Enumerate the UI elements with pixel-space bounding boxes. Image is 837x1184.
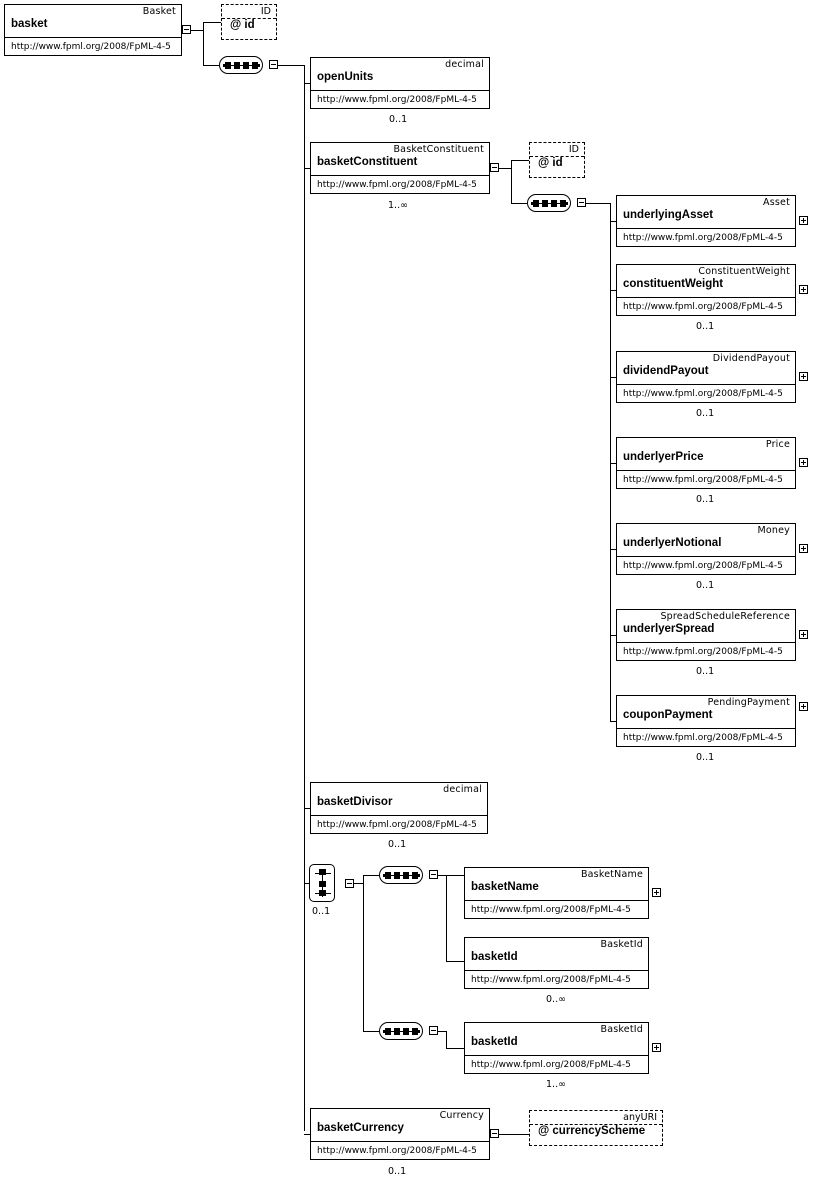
- element-dividendPayout-namespace: http://www.fpml.org/2008/FpML-4-5: [623, 389, 783, 399]
- connector: [363, 875, 379, 876]
- element-basketId-b-name: basketId: [471, 1036, 518, 1048]
- underlyerSpread-expand-toggle[interactable]: [799, 630, 808, 639]
- element-basketCurrency-name: basketCurrency: [317, 1122, 404, 1134]
- element-underlyerSpread[interactable]: [616, 609, 796, 661]
- element-underlyerNotional-namespace: http://www.fpml.org/2008/FpML-4-5: [623, 561, 783, 571]
- element-basketDivisor-namespace: http://www.fpml.org/2008/FpML-4-5: [317, 820, 477, 830]
- element-dividendPayout[interactable]: [616, 351, 796, 403]
- connector: [203, 65, 219, 66]
- connector: [586, 203, 610, 204]
- connector: [304, 65, 305, 1131]
- element-underlyerPrice[interactable]: [616, 437, 796, 489]
- connector: [438, 1031, 446, 1032]
- element-basketConstituent-namespace: http://www.fpml.org/2008/FpML-4-5: [317, 180, 477, 190]
- connector: [363, 1031, 379, 1032]
- attribute-currencyScheme[interactable]: [529, 1110, 663, 1146]
- basket-collapse-toggle[interactable]: [182, 25, 191, 34]
- element-basketConstituent-type: BasketConstituent: [393, 144, 484, 155]
- element-dividendPayout-name: dividendPayout: [623, 365, 709, 377]
- cardinality-underlyerNotional: 0..1: [696, 580, 715, 591]
- element-underlyerNotional-name: underlyerNotional: [623, 537, 722, 549]
- element-openUnits[interactable]: [310, 57, 490, 109]
- connector: [610, 203, 611, 721]
- element-basketDivisor-name: basketDivisor: [317, 796, 393, 808]
- constituentWeight-expand-toggle[interactable]: [799, 285, 808, 294]
- attribute-basket-id-name: @ id: [230, 19, 255, 31]
- cardinality-dividendPayout: 0..1: [696, 408, 715, 419]
- cardinality-couponPayment: 0..1: [696, 752, 715, 763]
- connector: [446, 875, 464, 876]
- element-basketName-namespace: http://www.fpml.org/2008/FpML-4-5: [471, 905, 631, 915]
- element-basketCurrency-namespace: http://www.fpml.org/2008/FpML-4-5: [317, 1146, 477, 1156]
- connector: [354, 883, 363, 884]
- sequence-basketConstituent-collapse-toggle[interactable]: [577, 198, 586, 207]
- sequence-root-collapse-toggle[interactable]: [269, 60, 278, 69]
- element-openUnits-namespace: http://www.fpml.org/2008/FpML-4-5: [317, 95, 477, 105]
- choice-compositor[interactable]: [309, 864, 335, 902]
- element-basketName-name: basketName: [471, 881, 539, 893]
- element-underlyerPrice-namespace: http://www.fpml.org/2008/FpML-4-5: [623, 475, 783, 485]
- cardinality-underlyerPrice: 0..1: [696, 494, 715, 505]
- element-basketId-a-name: basketId: [471, 951, 518, 963]
- connector: [191, 30, 203, 31]
- sequence-compositor-basketname[interactable]: [379, 866, 423, 884]
- element-dividendPayout-type: DividendPayout: [712, 353, 790, 364]
- cardinality-basketConstituent: 1..∞: [388, 200, 408, 211]
- connector: [499, 1134, 529, 1135]
- connector: [363, 875, 364, 1032]
- cardinality-constituentWeight: 0..1: [696, 321, 715, 332]
- element-constituentWeight-name: constituentWeight: [623, 278, 724, 290]
- attribute-basket-id[interactable]: [221, 4, 277, 40]
- element-basketConstituent-name: basketConstituent: [317, 156, 418, 168]
- element-underlyerNotional-type: Money: [757, 525, 790, 536]
- connector: [203, 22, 204, 66]
- element-constituentWeight-namespace: http://www.fpml.org/2008/FpML-4-5: [623, 302, 783, 312]
- element-basket-namespace: http://www.fpml.org/2008/FpML-4-5: [11, 42, 171, 52]
- element-basketId-a[interactable]: [464, 937, 649, 989]
- element-basket-type: Basket: [142, 6, 176, 17]
- cardinality-choice: 0..1: [312, 906, 331, 917]
- element-underlyerSpread-name: underlyerSpread: [623, 623, 715, 635]
- element-constituentWeight[interactable]: [616, 264, 796, 316]
- element-basketId-a-namespace: http://www.fpml.org/2008/FpML-4-5: [471, 975, 631, 985]
- attribute-basketConstituent-id-name: @ id: [538, 157, 563, 169]
- element-underlyerNotional[interactable]: [616, 523, 796, 575]
- underlyerPrice-expand-toggle[interactable]: [799, 458, 808, 467]
- element-basketCurrency[interactable]: [310, 1108, 490, 1160]
- connector: [511, 160, 512, 204]
- attribute-basketConstituent-id[interactable]: [529, 142, 585, 178]
- element-basketDivisor[interactable]: [310, 782, 488, 834]
- basketCurrency-collapse-toggle[interactable]: [490, 1129, 499, 1138]
- element-couponPayment-type: PendingPayment: [707, 697, 790, 708]
- connector: [203, 22, 221, 23]
- basketId-b-expand-toggle[interactable]: [652, 1043, 661, 1052]
- cardinality-basketCurrency: 0..1: [388, 1166, 407, 1177]
- attribute-currencyScheme-name: @ currencyScheme: [538, 1125, 646, 1137]
- dividendPayout-expand-toggle[interactable]: [799, 372, 808, 381]
- element-underlyingAsset-name: underlyingAsset: [623, 209, 714, 221]
- basketName-expand-toggle[interactable]: [652, 888, 661, 897]
- connector: [499, 168, 511, 169]
- element-basketName-type: BasketName: [580, 869, 643, 880]
- sequence-basketid-collapse-toggle[interactable]: [429, 1026, 438, 1035]
- underlyingAsset-expand-toggle[interactable]: [799, 216, 808, 225]
- connector: [511, 203, 527, 204]
- element-couponPayment[interactable]: [616, 695, 796, 747]
- underlyerNotional-expand-toggle[interactable]: [799, 544, 808, 553]
- attribute-basketConstituent-id-type: ID: [568, 144, 579, 155]
- connector: [446, 875, 447, 961]
- connector: [446, 961, 464, 962]
- element-basketId-b-type: BasketId: [600, 1024, 643, 1035]
- element-underlyingAsset-namespace: http://www.fpml.org/2008/FpML-4-5: [623, 233, 783, 243]
- cardinality-basketId-a: 0..∞: [546, 994, 566, 1005]
- element-couponPayment-namespace: http://www.fpml.org/2008/FpML-4-5: [623, 733, 783, 743]
- connector: [511, 160, 529, 161]
- element-basket[interactable]: [4, 4, 182, 56]
- element-basketConstituent[interactable]: [310, 142, 490, 194]
- sequence-basketname-collapse-toggle[interactable]: [429, 870, 438, 879]
- element-constituentWeight-type: ConstituentWeight: [698, 266, 790, 277]
- connector: [438, 875, 446, 876]
- connector: [446, 1048, 464, 1049]
- element-openUnits-name: openUnits: [317, 71, 374, 83]
- element-openUnits-type: decimal: [445, 59, 484, 70]
- connector: [278, 65, 304, 66]
- connector: [446, 1031, 447, 1048]
- sequence-compositor-basketid[interactable]: [379, 1022, 423, 1040]
- element-basketName[interactable]: [464, 867, 649, 919]
- cardinality-openUnits: 0..1: [389, 114, 408, 125]
- choice-collapse-toggle[interactable]: [345, 879, 354, 888]
- element-couponPayment-name: couponPayment: [623, 709, 713, 721]
- element-basketId-a-type: BasketId: [600, 939, 643, 950]
- cardinality-basketDivisor: 0..1: [388, 839, 407, 850]
- sequence-compositor-basketConstituent[interactable]: [527, 194, 571, 212]
- element-underlyingAsset[interactable]: [616, 195, 796, 247]
- element-underlyerPrice-type: Price: [765, 439, 790, 450]
- attribute-basket-id-type: ID: [260, 6, 271, 17]
- element-underlyerSpread-type: SpreadScheduleReference: [660, 611, 790, 622]
- element-underlyerPrice-name: underlyerPrice: [623, 451, 704, 463]
- element-basketId-b-namespace: http://www.fpml.org/2008/FpML-4-5: [471, 1060, 631, 1070]
- basketConstituent-collapse-toggle[interactable]: [490, 163, 499, 172]
- element-underlyingAsset-type: Asset: [763, 197, 790, 208]
- element-basketCurrency-type: Currency: [439, 1110, 484, 1121]
- element-underlyerSpread-namespace: http://www.fpml.org/2008/FpML-4-5: [623, 647, 783, 657]
- element-basketId-b[interactable]: [464, 1022, 649, 1074]
- couponPayment-expand-toggle[interactable]: [799, 702, 808, 711]
- cardinality-underlyerSpread: 0..1: [696, 666, 715, 677]
- element-basketDivisor-type: decimal: [443, 784, 482, 795]
- sequence-compositor-root[interactable]: [219, 56, 263, 74]
- element-basket-name: basket: [11, 18, 48, 30]
- attribute-currencyScheme-type: anyURI: [623, 1112, 657, 1123]
- cardinality-basketId-b: 1..∞: [546, 1079, 566, 1090]
